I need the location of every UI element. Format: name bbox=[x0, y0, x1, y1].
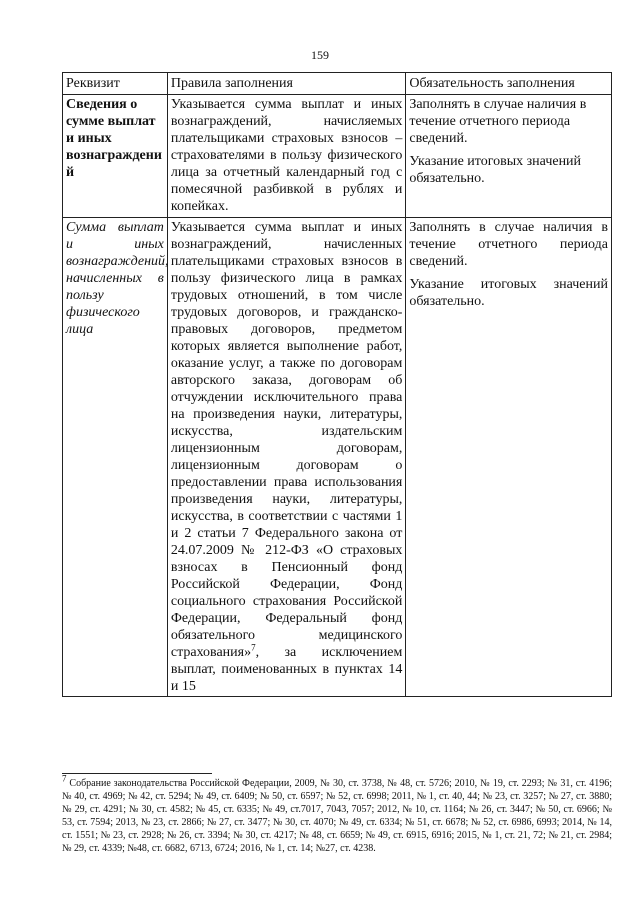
row2-rules-text: Указывается сумма выплат и иных вознаграждений, начисленных плательщиками страховых взносов в пользу физического лица в рамках трудовых отношений, в том числе трудовых договоров, и гражданско-правовых договоров, предметом которых является выполнение работ, оказание услуг, а также по договорам авторского заказа, договорам об отчуждении исключительного права на произведения науки, литературы, искусства, издательским лицензионным договорам, лицензионным договорам о предоставлении права использования произведения науки, литературы, искусства, в соответствии с частями 1 и 2 статьи 7 Федерального закона от 24.07.2009 № 212-ФЗ «О страховых взносах в Пенсионный фонд Российской Федерации, Фонд социального страхования Российской Федерации, Федеральный фонд обязательного медицинского страхования» bbox=[170, 220, 403, 660]
row2-rules bbox=[167, 218, 406, 697]
header-requisite: Реквизит bbox=[63, 73, 168, 95]
row2-footnote-ref: 7 bbox=[251, 642, 256, 653]
page-number: 159 bbox=[311, 48, 329, 62]
row1-rules: Указывается сумма выплат и иных вознаграждений, начисляемых плательщиками страховых взносов – страхователями в пользу физического лица за отчетный календарный год с помесячной разбивкой в рублях и копейках. bbox=[167, 95, 406, 218]
row1-obligation bbox=[406, 95, 612, 218]
footnote-separator bbox=[62, 773, 212, 774]
table-header-row bbox=[63, 73, 612, 95]
row1-obligation-2: Указание итоговых значений обязательно. bbox=[409, 154, 582, 186]
row1-requisite: Сведения о сумме выплат и иных вознаграждени й bbox=[63, 95, 168, 218]
footnote bbox=[62, 773, 613, 855]
table-row bbox=[63, 95, 612, 218]
row2-requisite: Сумма выплат и иных вознаграждений, начисленных в пользу физического лица bbox=[63, 218, 168, 697]
row1-obligation-1: Заполнять в случае наличия в течение отчетного периода сведений. bbox=[409, 97, 587, 146]
row2-obligation bbox=[406, 218, 612, 697]
table-row bbox=[63, 218, 612, 697]
header-rules: Правила заполнения bbox=[167, 73, 406, 95]
row2-obligation-2: Указание итоговых значений обязательно. bbox=[409, 277, 608, 309]
header-obligation: Обязательность заполнения bbox=[406, 73, 612, 95]
requisites-table bbox=[62, 72, 612, 697]
footnote-text: Собрание законодательства Российской Федерации, 2009, № 30, ст. 3738, № 48, ст. 5726; 2010, № 19, ст. 2293; № 31, ст. 4196; № 40, ст. 4969; № 42, ст. 5294; № 49, ст. 6409; № 50, ст. 6597; № 52, ст. 6998; 2011, № 1, ст. 40, 44; № 23, ст. 3257; № 27, ст. 3880; № 29, ст. 4291; № 30, ст. 4582; № 45, ст. 6335; № 49, ст.7017, 7043, 7057; 2012, № 10, ст. 1164; № 26, ст. 3447; № 50, ст. 6966; № 53, ст. 7594; 2013, № 23, ст. 2866; № 27, ст. 3477; № 30, ст. 4070; № 49, ст. 6334; № 51, ст. 6678; № 52, ст. 6986, 6993; 2014, № 14, ст. 1551; № 23, ст. 2928; № 26, ст. 3394; № 30, ст. 4217; № 48, ст. 6659; № 49, ст. 6915, 6916; 2015, № 1, ст. 21, 72; № 21, ст. 2984; № 29, ст. 4339; №48, ст. 6682, 6713, 6724; 2016, № 1, ст. 14; №27, ст. 4238. bbox=[62, 778, 613, 854]
row2-rules-tail: , за исключением выплат, поименованных в пунктах 14 и 15 bbox=[170, 645, 403, 694]
row2-obligation-1: Заполнять в случае наличия в течение отчетного периода сведений. bbox=[409, 220, 608, 269]
footnote-marker: 7 bbox=[62, 773, 67, 784]
